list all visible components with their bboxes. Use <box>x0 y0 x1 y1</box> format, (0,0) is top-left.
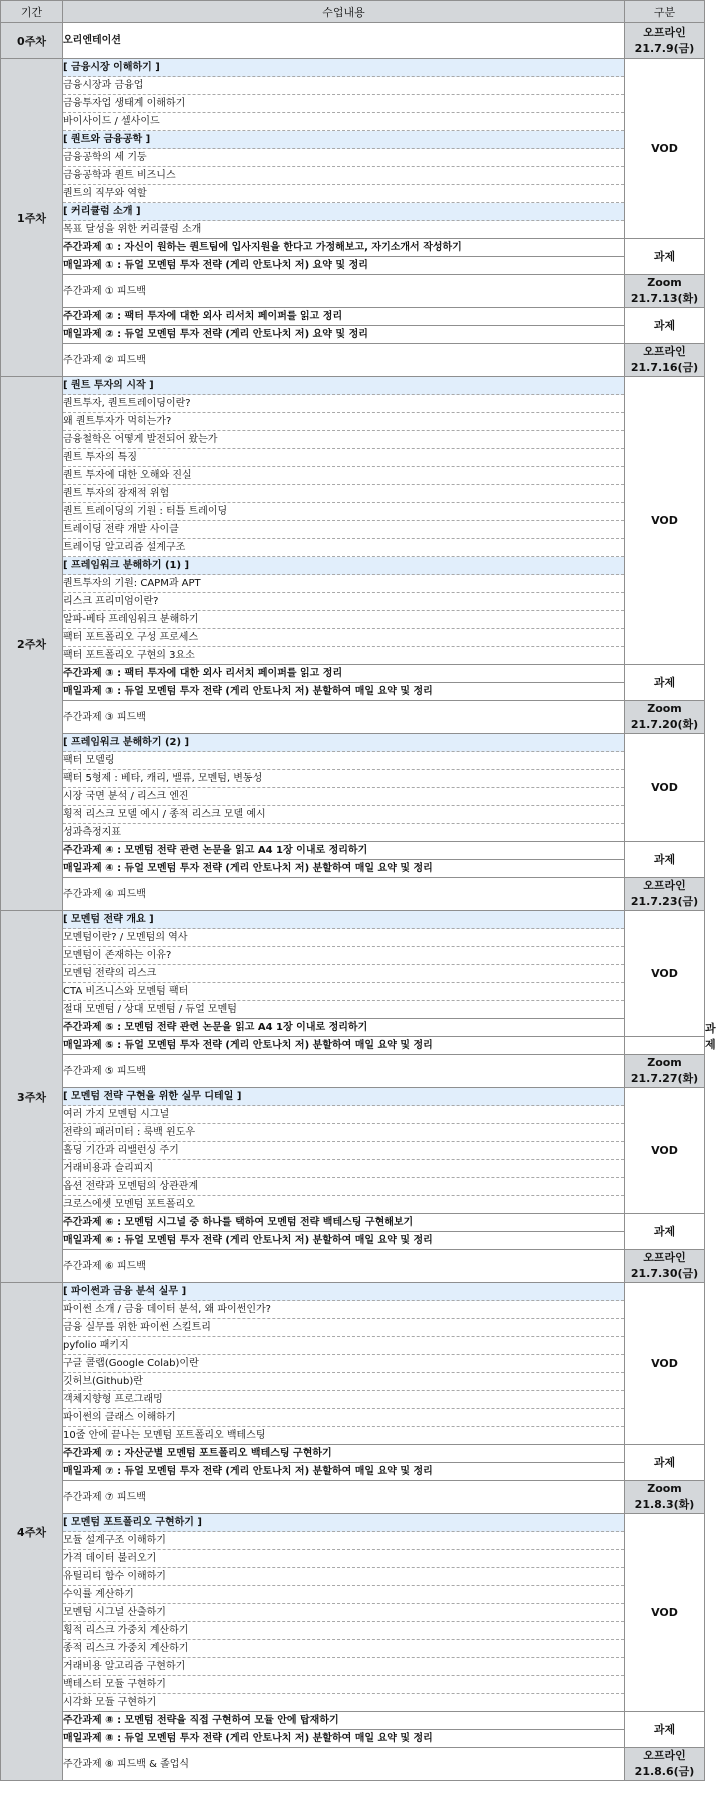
topic-item: 10줄 안에 끝나는 모멘텀 포트폴리오 백테스팅 <box>63 1427 625 1445</box>
week-label: 3주차 <box>1 911 63 1283</box>
topic-item: 금융시장과 금융업 <box>63 77 625 95</box>
table-row <box>1 377 705 395</box>
table-row <box>1 1283 705 1301</box>
topic-item: 거래비용 알고리즘 구현하기 <box>63 1658 625 1676</box>
type-cell <box>625 1088 705 1214</box>
type-text: 과제 <box>653 1224 676 1238</box>
type-text: Zoom <box>647 1056 682 1069</box>
topic-item: 백테스터 모듈 구현하기 <box>63 1676 625 1694</box>
table-row <box>1 203 705 221</box>
topic-item: 객체지향형 프로그래밍 <box>63 1391 625 1409</box>
topic-item: 금융공학의 세 기둥 <box>63 149 625 167</box>
table-row <box>1 521 705 539</box>
table-row: 주간과제 ⑤ : 모멘텀 전략 관련 논문을 읽고 A4 1장 이내로 정리하기 과제 <box>1 1019 705 1037</box>
assignment-item: 주간과제 ④ : 모멘텀 전략 관련 논문을 읽고 A4 1장 이내로 정리하기 <box>63 842 625 860</box>
table-row <box>1 947 705 965</box>
topic-item: 왜 퀀트투자가 먹히는가? <box>63 413 625 431</box>
table-row <box>1 167 705 185</box>
table-row <box>1 1445 705 1463</box>
week-label: 0주차 <box>1 23 63 59</box>
assignment-item: 매일과제 ④ : 듀얼 모멘텀 투자 전략 (게리 안토나치 저) 분할하여 매일 요약 및 정리 <box>63 860 625 878</box>
table-row <box>1 1319 705 1337</box>
topic-item: 모듈 설계구조 이해하기 <box>63 1532 625 1550</box>
type-cell <box>625 911 705 1037</box>
type-cell <box>625 1481 705 1514</box>
table-row <box>1 503 705 521</box>
table-row <box>1 1640 705 1658</box>
table-row <box>1 701 705 734</box>
topic-item: 금융철학은 어떻게 발전되어 왔는가 <box>63 431 625 449</box>
type-text: VOD <box>651 1605 678 1619</box>
type-text: VOD <box>651 1143 678 1157</box>
table-row <box>1 185 705 203</box>
type-text: 21.7.9(금) <box>634 41 695 55</box>
table-row <box>1 770 705 788</box>
type-text: 21.7.20(화) <box>630 718 699 731</box>
type-cell <box>625 59 705 239</box>
table-row <box>1 221 705 239</box>
topic-item: 퀀트투자의 기원: CAPM과 APT <box>63 575 625 593</box>
topic-item: 옵션 전략과 모멘텀의 상관관계 <box>63 1178 625 1196</box>
type-text: 21.7.27(화) <box>630 1072 699 1085</box>
type-text: Zoom <box>647 702 682 715</box>
type-cell <box>625 1250 705 1283</box>
header-period: 기간 <box>1 1 63 23</box>
topic-item: 크로스에셋 모멘텀 포트폴리오 <box>63 1196 625 1214</box>
table-row <box>1 965 705 983</box>
type-text: 21.7.16(금) <box>630 361 699 374</box>
table-row <box>1 983 705 1001</box>
topic-item: 수익률 계산하기 <box>63 1586 625 1604</box>
topic-item: 구글 콜랩(Google Colab)이란 <box>63 1355 625 1373</box>
topic-item: 시각화 모듈 구현하기 <box>63 1694 625 1712</box>
type-text: VOD <box>651 513 678 527</box>
assignment-item: 매일과제 ⑦ : 듀얼 모멘텀 투자 전략 (게리 안토나치 저) 분할하여 매일 요약 및 정리 <box>63 1463 625 1481</box>
topic-item: 퀀트투자, 퀀트트레이딩이란? <box>63 395 625 413</box>
type-text: Zoom <box>647 276 682 289</box>
assignment-item: 매일과제 ③ : 듀얼 모멘텀 투자 전략 (게리 안토나치 저) 분할하여 매일 요약 및 정리 <box>63 683 625 701</box>
type-text: 21.7.23(금) <box>630 895 699 908</box>
table-row <box>1 1604 705 1622</box>
type-cell <box>625 1214 705 1250</box>
table-row <box>1 806 705 824</box>
topic-item: 목표 달성을 위한 커리큘럼 소개 <box>63 221 625 239</box>
type-text: 오프라인 <box>643 25 686 39</box>
table-row <box>1 1124 705 1142</box>
assignment-item: 매일과제 ⑧ : 듀얼 모멘텀 투자 전략 (게리 안토나치 저) 분할하여 매일 요약 및 정리 <box>63 1730 625 1748</box>
table-row <box>1 77 705 95</box>
table-row <box>1 326 705 344</box>
assignment-item: 주간과제 ② : 팩터 투자에 대한 외사 리서치 페이퍼를 읽고 정리 <box>63 308 625 326</box>
topic-item: 퀀트 투자의 잠재적 위험 <box>63 485 625 503</box>
type-text: 21.8.3(화) <box>634 1498 695 1511</box>
topic-item: 절대 모멘텀 / 상대 모멘텀 / 듀얼 모멘텀 <box>63 1001 625 1019</box>
section-heading: [ 파이썬과 금융 분석 실무 ] <box>63 1283 625 1301</box>
table-row <box>1 1694 705 1712</box>
type-text: 오프라인 <box>643 345 686 358</box>
section-heading: [ 커리큘럼 소개 ] <box>63 203 625 221</box>
table-row <box>1 1037 705 1055</box>
section-heading: [ 프레임워크 분해하기 (1) ] <box>63 557 625 575</box>
week-label: 4주차 <box>1 1283 63 1781</box>
assignment-item: 주간과제 ⑥ : 모멘텀 시그널 중 하나를 택하여 모멘텀 전략 백테스팅 구현해보기 <box>63 1214 625 1232</box>
table-row <box>1 257 705 275</box>
topic-item: 퀀트 투자에 대한 오해와 진실 <box>63 467 625 485</box>
topic-item: 파이썬 소개 / 금융 데이터 분석, 왜 파이썬인가? <box>63 1301 625 1319</box>
topic-item: 팩터 포트폴리오 구성 프로세스 <box>63 629 625 647</box>
type-text: 오프라인 <box>643 1749 686 1762</box>
table-row <box>1 1409 705 1427</box>
assignment-item: 매일과제 ⑤ : 듀얼 모멘텀 투자 전략 (게리 안토나치 저) 분할하여 매일 요약 및 정리 <box>63 1037 625 1055</box>
table-row <box>1 1250 705 1283</box>
table-row <box>1 149 705 167</box>
topic-item: 퀀트 투자의 특징 <box>63 449 625 467</box>
topic-item: 성과측정지표 <box>63 824 625 842</box>
type-cell <box>625 842 705 878</box>
table-row <box>1 1088 705 1106</box>
table-row <box>1 1232 705 1250</box>
type-cell <box>625 1055 705 1088</box>
topic-item: 금융공학과 퀀트 비즈니스 <box>63 167 625 185</box>
topic-item: 트레이딩 알고리즘 설계구조 <box>63 539 625 557</box>
feedback-item: 주간과제 ④ 피드백 <box>63 878 625 911</box>
feedback-item: 주간과제 ⑤ 피드백 <box>63 1055 625 1088</box>
table-row <box>1 1055 705 1088</box>
table-row <box>1 1337 705 1355</box>
table-row <box>1 824 705 842</box>
section-heading: [ 모멘텀 전략 구현을 위한 실무 디테일 ] <box>63 1088 625 1106</box>
topic-item: 리스크 프리미엄이란? <box>63 593 625 611</box>
table-row <box>1 1373 705 1391</box>
topic-item: 파이썬의 클래스 이해하기 <box>63 1409 625 1427</box>
type-cell <box>625 701 705 734</box>
type-text: 21.7.30(금) <box>630 1267 699 1280</box>
table-row <box>1 95 705 113</box>
type-cell <box>625 734 705 842</box>
table-row <box>1 395 705 413</box>
topic-item: 가격 데이터 불러오기 <box>63 1550 625 1568</box>
table-row <box>1 1391 705 1409</box>
topic-item: 트레이딩 전략 개발 사이클 <box>63 521 625 539</box>
type-text: 21.8.6(금) <box>634 1765 695 1778</box>
table-row <box>1 1160 705 1178</box>
table-row <box>1 665 705 683</box>
table-row <box>1 752 705 770</box>
table-row <box>1 239 705 257</box>
type-text: VOD <box>651 141 678 155</box>
type-cell <box>625 23 705 59</box>
table-row <box>1 1001 705 1019</box>
table-row <box>1 1142 705 1160</box>
section-heading: [ 모멘텀 전략 개요 ] <box>63 911 625 929</box>
topic-item: 횡적 리스크 모델 예시 / 종적 리스크 모델 예시 <box>63 806 625 824</box>
type-cell <box>625 878 705 911</box>
type-cell <box>625 1514 705 1712</box>
topic-item: 퀀트 트레이딩의 기원 : 터틀 트레이딩 <box>63 503 625 521</box>
table-row <box>1 1178 705 1196</box>
header-type: 구분 <box>625 1 705 23</box>
feedback-item: 주간과제 ② 피드백 <box>63 344 625 377</box>
topic-item: 퀀트의 직무와 역할 <box>63 185 625 203</box>
table-row <box>1 431 705 449</box>
table-row <box>1 629 705 647</box>
type-text: 과제 <box>653 318 676 332</box>
type-text: 오프라인 <box>643 879 686 892</box>
table-row <box>1 539 705 557</box>
table-row <box>1 1712 705 1730</box>
type-text: 과제 <box>653 249 676 263</box>
topic-item: 알파-베타 프레임워크 분해하기 <box>63 611 625 629</box>
type-cell <box>625 1445 705 1481</box>
table-row <box>1 1586 705 1604</box>
table-row <box>1 929 705 947</box>
type-text: 과제 <box>653 1722 676 1736</box>
table-row <box>1 1748 705 1781</box>
topic-item: 종적 리스크 가중치 계산하기 <box>63 1640 625 1658</box>
header-row <box>1 1 705 23</box>
table-row <box>1 1196 705 1214</box>
topic-item: 횡적 리스크 가중치 계산하기 <box>63 1622 625 1640</box>
table-row <box>1 1676 705 1694</box>
topic-item: 여러 가지 모멘텀 시그널 <box>63 1106 625 1124</box>
section-heading: [ 퀀트와 금융공학 ] <box>63 131 625 149</box>
assignment-item: 주간과제 ⑧ : 모멘텀 전략을 직접 구현하여 모듈 안에 탑재하기 <box>63 1712 625 1730</box>
table-row <box>1 1481 705 1514</box>
topic-item: 팩터 5형제 : 베타, 캐리, 밸류, 모멘텀, 변동성 <box>63 770 625 788</box>
table-row <box>1 788 705 806</box>
table-row <box>1 1214 705 1232</box>
topic-item: 팩터 포트폴리오 구현의 3요소 <box>63 647 625 665</box>
table-row <box>1 1514 705 1532</box>
table-row <box>1 575 705 593</box>
type-text: 오프라인 <box>643 1251 686 1264</box>
topic-item: 모멘텀이란? / 모멘텀의 역사 <box>63 929 625 947</box>
header-content: 수업내용 <box>63 1 625 23</box>
topic-item: 시장 국면 분석 / 리스크 엔진 <box>63 788 625 806</box>
table-row <box>1 1355 705 1373</box>
orientation-item: 오리엔테이션 <box>63 23 625 59</box>
section-heading: [ 퀀트 투자의 시작 ] <box>63 377 625 395</box>
table-row <box>1 611 705 629</box>
topic-item: 모멘텀 시그널 산출하기 <box>63 1604 625 1622</box>
table-row <box>1 131 705 149</box>
type-cell <box>625 665 705 701</box>
type-text: 21.7.13(화) <box>630 292 699 305</box>
table-row <box>1 1658 705 1676</box>
table-row <box>1 1550 705 1568</box>
table-row <box>1 485 705 503</box>
table-row <box>1 1106 705 1124</box>
table-row <box>1 449 705 467</box>
assignment-item: 매일과제 ① : 듀얼 모멘텀 투자 전략 (게리 안토나치 저) 요약 및 정리 <box>63 257 625 275</box>
table-row <box>1 1568 705 1586</box>
assignment-item: 주간과제 ⑦ : 자산군별 모멘텀 포트폴리오 백테스팅 구현하기 <box>63 1445 625 1463</box>
table-body <box>1 23 716 1781</box>
type-cell <box>625 377 705 665</box>
type-cell <box>625 239 705 275</box>
table-row <box>1 113 705 131</box>
topic-item: pyfolio 패키지 <box>63 1337 625 1355</box>
topic-item: 홀딩 기간과 리밸런싱 주기 <box>63 1142 625 1160</box>
table-row <box>1 911 705 929</box>
type-text: Zoom <box>647 1482 682 1495</box>
type-cell <box>625 1283 705 1445</box>
table-row <box>1 734 705 752</box>
section-heading: [ 모멘텀 포트폴리오 구현하기 ] <box>63 1514 625 1532</box>
table-row <box>1 1301 705 1319</box>
assignment-item: 주간과제 ③ : 팩터 투자에 대한 외사 리서치 페이퍼를 읽고 정리 <box>63 665 625 683</box>
table-row <box>1 878 705 911</box>
topic-item: 금융 실무를 위한 파이썬 스킬트리 <box>63 1319 625 1337</box>
type-cell <box>625 308 705 344</box>
feedback-item: 주간과제 ① 피드백 <box>63 275 625 308</box>
table-row <box>1 1427 705 1445</box>
topic-item: 전략의 패러미터 : 룩백 윈도우 <box>63 1124 625 1142</box>
table-row <box>1 59 705 77</box>
section-heading: [ 금융시장 이해하기 ] <box>63 59 625 77</box>
type-cell <box>625 344 705 377</box>
table-row <box>1 1463 705 1481</box>
table-row <box>1 593 705 611</box>
table-row <box>1 308 705 326</box>
table-row <box>1 344 705 377</box>
table-row <box>1 1730 705 1748</box>
table-row <box>1 557 705 575</box>
assignment-item: 매일과제 ② : 듀얼 모멘텀 투자 전략 (게리 안토나치 저) 요약 및 정리 <box>63 326 625 344</box>
feedback-item: 주간과제 ③ 피드백 <box>63 701 625 734</box>
feedback-item: 주간과제 ⑦ 피드백 <box>63 1481 625 1514</box>
feedback-item: 주간과제 ⑥ 피드백 <box>63 1250 625 1283</box>
type-cell <box>625 275 705 308</box>
table-row <box>1 467 705 485</box>
week-label: 1주차 <box>1 59 63 377</box>
topic-item: 팩터 모델링 <box>63 752 625 770</box>
topic-item: 유틸리티 함수 이해하기 <box>63 1568 625 1586</box>
assignment-item: 주간과제 ⑤ : 모멘텀 전략 관련 논문을 읽고 A4 1장 이내로 정리하기 <box>63 1019 625 1037</box>
topic-item: 모멘텀 전략의 리스크 <box>63 965 625 983</box>
table-row <box>1 275 705 308</box>
topic-item: 금융투자업 생태계 이해하기 <box>63 95 625 113</box>
table-row <box>1 647 705 665</box>
topic-item: CTA 비즈니스와 모멘텀 팩터 <box>63 983 625 1001</box>
topic-item: 거래비용과 슬리피지 <box>63 1160 625 1178</box>
type-text: VOD <box>651 966 678 980</box>
table-row <box>1 860 705 878</box>
assignment-item: 주간과제 ① : 자신이 원하는 퀀트팀에 입사지원을 한다고 가정해보고, 자기소개서 작성하기 <box>63 239 625 257</box>
table-row <box>1 683 705 701</box>
week-label: 2주차 <box>1 377 63 911</box>
feedback-item: 주간과제 ⑧ 피드백 & 졸업식 <box>63 1748 625 1781</box>
topic-item: 모멘텀이 존재하는 이유? <box>63 947 625 965</box>
type-text: 과제 <box>653 675 676 689</box>
assignment-item: 매일과제 ⑥ : 듀얼 모멘텀 투자 전략 (게리 안토나치 저) 분할하여 매일 요약 및 정리 <box>63 1232 625 1250</box>
type-text: 과제 <box>653 852 676 866</box>
topic-item: 깃허브(Github)란 <box>63 1373 625 1391</box>
section-heading: [ 프레임워크 분해하기 (2) ] <box>63 734 625 752</box>
type-text: VOD <box>651 780 678 794</box>
table-row <box>1 23 705 59</box>
type-cell <box>625 1748 705 1781</box>
type-text: 과제 <box>653 1455 676 1469</box>
table-row <box>1 413 705 431</box>
table-row <box>1 1532 705 1550</box>
table-row <box>1 1622 705 1640</box>
table-row <box>1 842 705 860</box>
type-text: VOD <box>651 1356 678 1370</box>
topic-item: 바이사이드 / 셀사이드 <box>63 113 625 131</box>
type-cell <box>625 1712 705 1748</box>
